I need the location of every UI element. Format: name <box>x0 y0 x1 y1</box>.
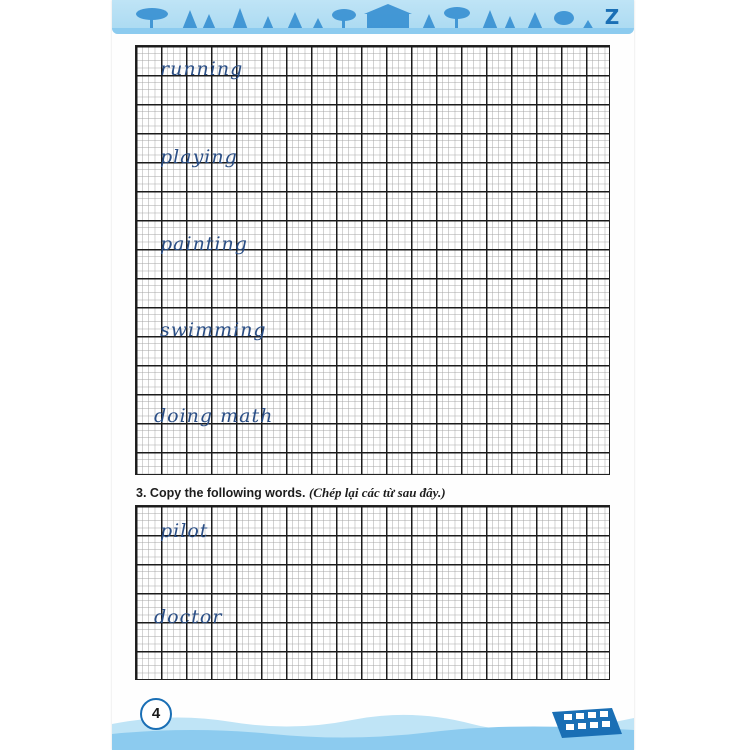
section-instruction-vi: (Chép lại các từ sau đây.) <box>308 485 446 500</box>
copy-word: doctor <box>154 606 223 628</box>
corner-letter-tag: Z <box>604 5 620 29</box>
scenery-illustration <box>112 0 634 34</box>
top-decorative-band <box>112 0 634 34</box>
workbook-page <box>112 0 634 750</box>
copy-word: pilot <box>160 520 209 542</box>
bottom-decorative-band <box>112 704 634 750</box>
section-heading <box>136 485 446 501</box>
practice-word: swimming <box>160 319 267 341</box>
page-number-badge: 4 <box>140 698 172 730</box>
practice-word: playing <box>160 146 238 168</box>
practice-word: painting <box>160 233 248 255</box>
practice-word: doing math <box>154 405 274 427</box>
practice-word: running <box>160 58 244 80</box>
section-number: 3. <box>136 486 147 500</box>
section-instruction-en: Copy the following words. <box>149 486 306 500</box>
